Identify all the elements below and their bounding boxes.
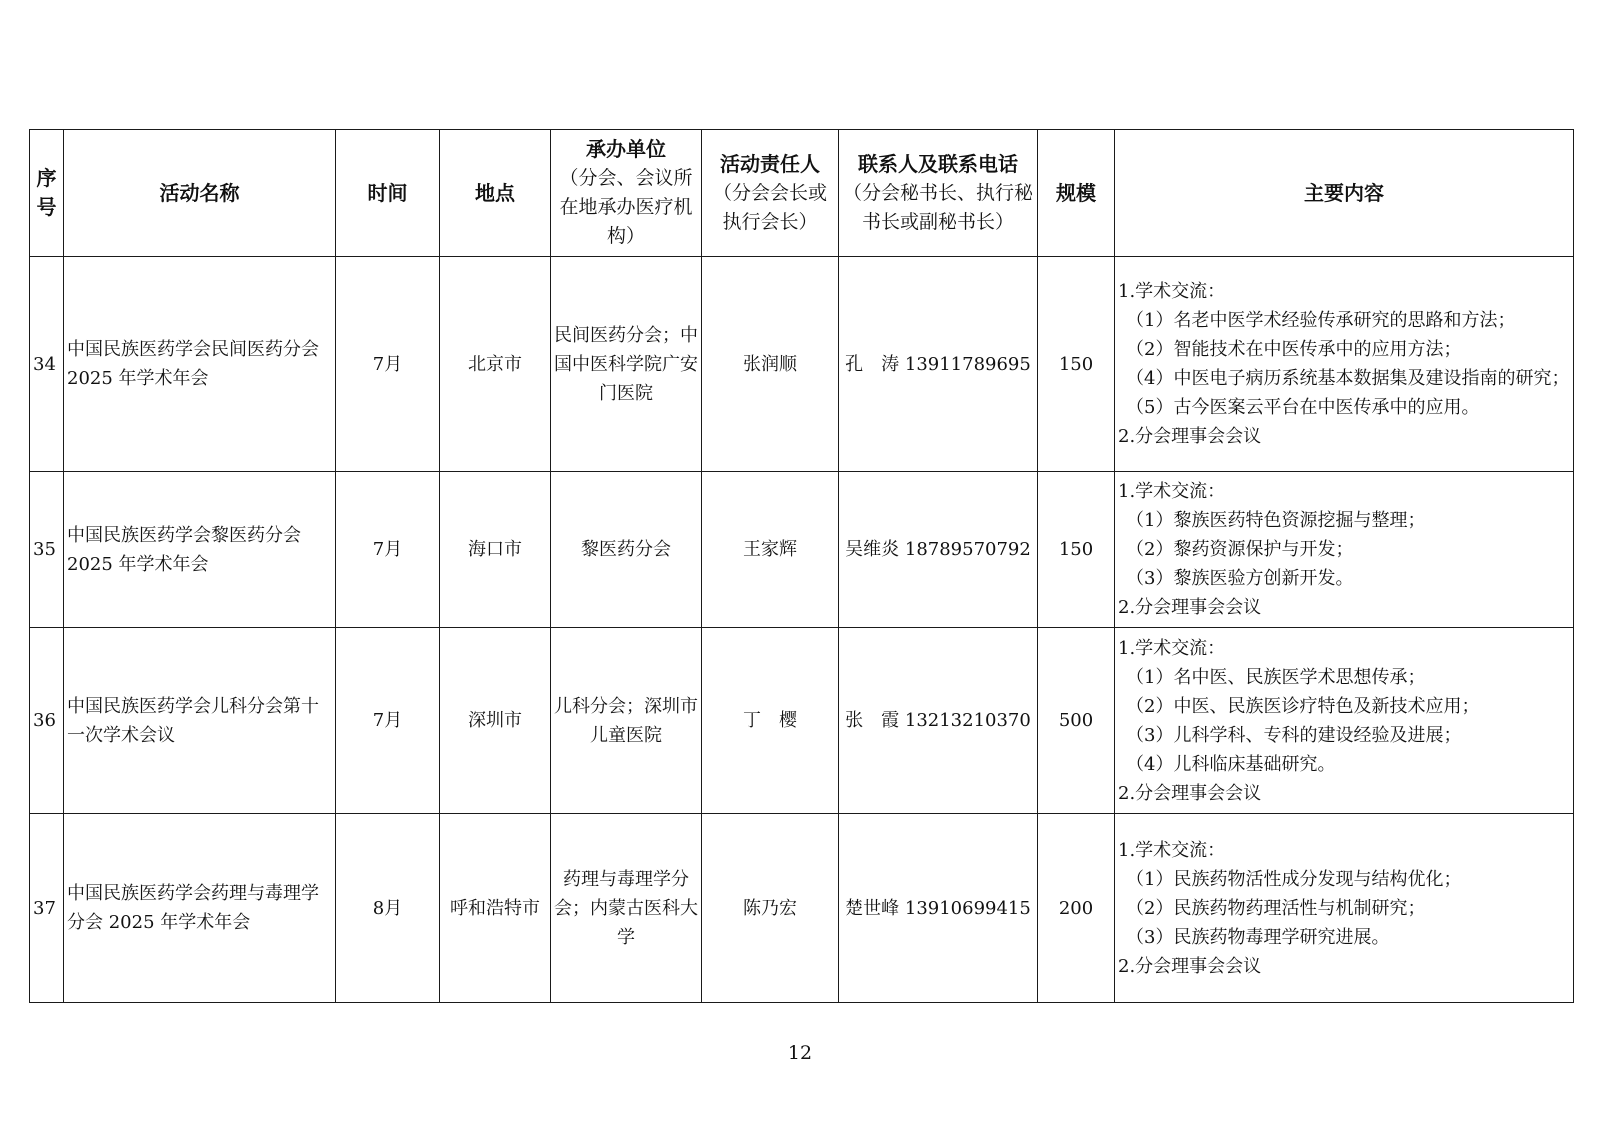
content-line: （4）儿科临床基础研究。 <box>1126 753 1336 775</box>
row-name: 中国民族医药学会黎医药分会 2025 年学术年会 <box>64 472 336 628</box>
row-no: 34 <box>30 257 64 472</box>
content-line: （1）民族药物活性成分发现与结构优化； <box>1126 868 1462 890</box>
row-name: 中国民族医药学会民间医药分会 2025 年学术年会 <box>64 257 336 472</box>
content-line: 2.分会理事会会议 <box>1118 955 1262 977</box>
row-contact: 张 霞 13213210370 <box>839 628 1038 814</box>
row-scale: 500 <box>1038 628 1115 814</box>
row-content <box>1115 257 1574 472</box>
content-line: 1.学术交流： <box>1118 281 1226 302</box>
content-line: （2）智能技术在中医传承中的应用方法； <box>1126 339 1462 360</box>
page-number: 12 <box>787 1042 813 1064</box>
row-contact: 吴维炎 18789570792 <box>839 472 1038 628</box>
row-no: 36 <box>30 628 64 814</box>
header-host-title: 承办单位 <box>586 137 666 161</box>
header-row <box>30 130 1574 257</box>
row-content <box>1115 472 1574 628</box>
row-place: 北京市 <box>440 257 551 472</box>
row-name: 中国民族医药学会儿科分会第十一次学术会议 <box>64 628 336 814</box>
row-no: 37 <box>30 814 64 1003</box>
row-contact: 楚世峰 13910699415 <box>839 814 1038 1003</box>
content-line: 1.学术交流： <box>1118 481 1226 502</box>
table-row <box>30 472 1574 628</box>
content-line: （2）民族药物药理活性与机制研究； <box>1126 897 1426 919</box>
row-host: 儿科分会；深圳市儿童医院 <box>551 628 702 814</box>
row-host: 黎医药分会 <box>551 472 702 628</box>
row-scale: 200 <box>1038 814 1115 1003</box>
row-lead: 王家辉 <box>702 472 839 628</box>
row-content <box>1115 628 1574 814</box>
content-line: （4）中医电子病历系统基本数据集及建设指南的研究； <box>1126 368 1570 389</box>
row-host: 民间医药分会；中国中医科学院广安门医院 <box>551 257 702 472</box>
row-no: 35 <box>30 472 64 628</box>
row-place: 呼和浩特市 <box>440 814 551 1003</box>
header-contact-sub: （分会秘书长、执行秘书长或副秘书长） <box>842 181 1033 233</box>
content-line: 2.分会理事会会议 <box>1118 597 1262 618</box>
header-place: 地点 <box>440 130 551 257</box>
content-line: 2.分会理事会会议 <box>1118 782 1262 804</box>
content-line: （3）民族药物毒理学研究进展。 <box>1126 926 1390 948</box>
header-time: 时间 <box>336 130 440 257</box>
header-host <box>551 130 702 257</box>
header-lead-title: 活动责任人 <box>720 151 820 176</box>
content-line: （2）中医、民族医诊疗特色及新技术应用； <box>1126 695 1480 717</box>
row-place: 深圳市 <box>440 628 551 814</box>
header-host-sub: （分会、会议所在地承办医疗机构） <box>559 167 693 247</box>
header-lead-sub: （分会会长或执行会长） <box>712 181 827 233</box>
header-lead <box>702 130 839 257</box>
content-line: （3）黎族医验方创新开发。 <box>1126 568 1354 589</box>
table-row <box>30 257 1574 472</box>
header-name: 活动名称 <box>64 130 336 257</box>
header-contact-title: 联系人及联系电话 <box>858 151 1018 176</box>
header-no: 序号 <box>30 130 64 257</box>
content-line: （5）古今医案云平台在中医传承中的应用。 <box>1126 397 1480 418</box>
header-scale: 规模 <box>1038 130 1115 257</box>
row-host: 药理与毒理学分会；内蒙古医科大学 <box>551 814 702 1003</box>
content-line: （1）名老中医学术经验传承研究的思路和方法； <box>1126 310 1516 331</box>
row-content <box>1115 814 1574 1003</box>
table-row <box>30 814 1574 1003</box>
header-content: 主要内容 <box>1115 130 1574 257</box>
row-scale: 150 <box>1038 257 1115 472</box>
content-line: （3）儿科学科、专科的建设经验及进展； <box>1126 724 1462 746</box>
row-contact: 孔 涛 13911789695 <box>839 257 1038 472</box>
content-line: 1.学术交流： <box>1118 839 1226 861</box>
content-line: （2）黎药资源保护与开发； <box>1126 539 1354 560</box>
row-place: 海口市 <box>440 472 551 628</box>
content-line: 1.学术交流： <box>1118 637 1226 659</box>
row-scale: 150 <box>1038 472 1115 628</box>
content-line: （1）黎族医药特色资源挖掘与整理； <box>1126 510 1426 531</box>
content-line: 2.分会理事会会议 <box>1118 426 1262 447</box>
table-row <box>30 628 1574 814</box>
row-lead: 陈乃宏 <box>702 814 839 1003</box>
row-name: 中国民族医药学会药理与毒理学分会 2025 年学术年会 <box>64 814 336 1003</box>
row-time: 7月 <box>336 472 440 628</box>
row-time: 7月 <box>336 257 440 472</box>
header-contact <box>839 130 1038 257</box>
row-time: 7月 <box>336 628 440 814</box>
row-lead: 张润顺 <box>702 257 839 472</box>
activity-schedule-table <box>29 129 1574 1003</box>
row-lead: 丁 樱 <box>702 628 839 814</box>
content-line: （1）名中医、民族医学术思想传承； <box>1126 666 1426 688</box>
row-time: 8月 <box>336 814 440 1003</box>
